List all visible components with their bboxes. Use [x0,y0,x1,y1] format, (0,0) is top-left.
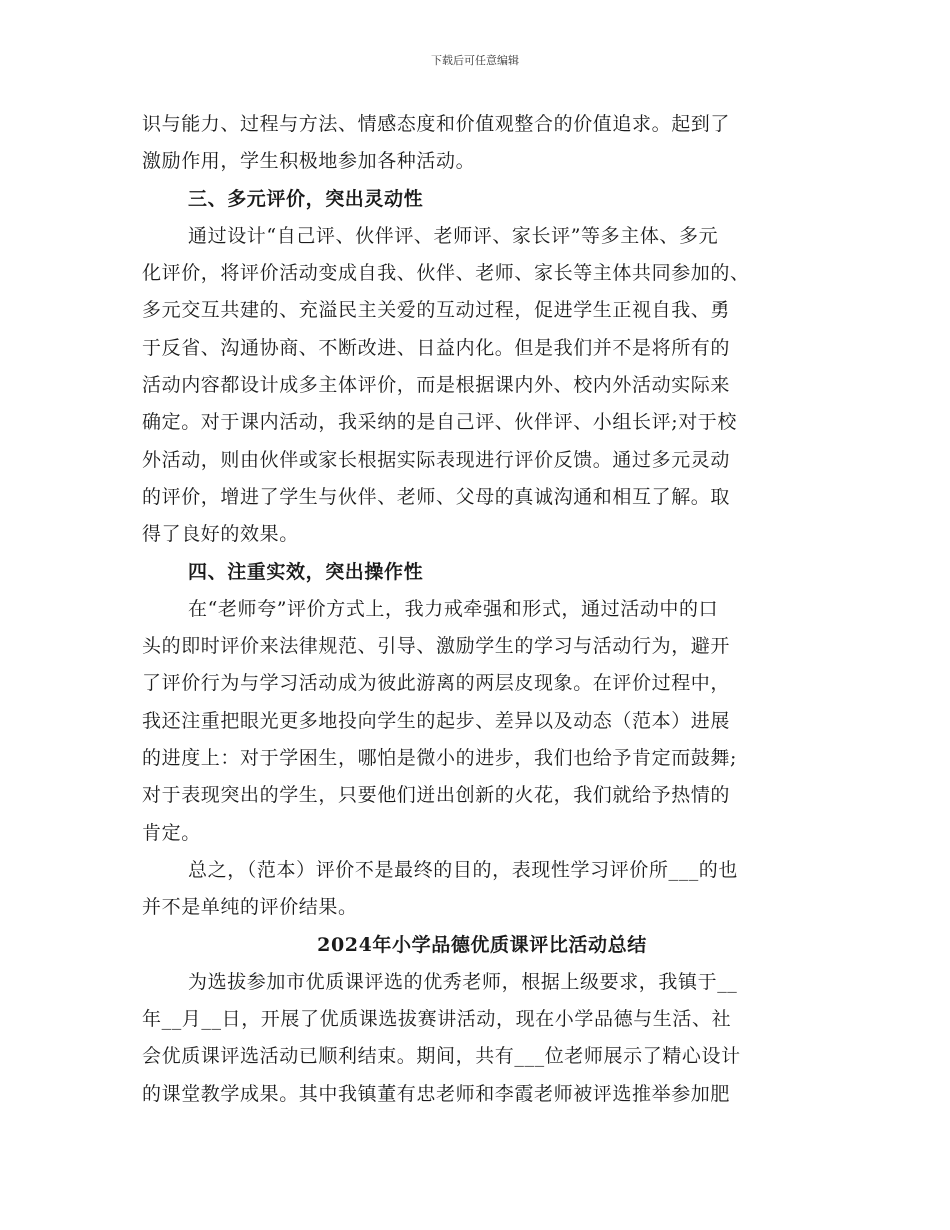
body-line: 确定。对于课内活动，我采纳的是自己评、伙伴评、小组长评;对于校 [142,411,738,434]
body-line: 识与能力、过程与方法、情感态度和价值观整合的价值追求。起到了 [142,113,731,135]
article-title: 2024年小学品德优质课评比活动总结 [317,933,647,956]
body-line: 了评价行为与学习活动成为彼此游离的两层皮现象。在评价过程中， [142,672,731,695]
section-heading: 四、注重实效，突出操作性 [188,560,424,583]
body-line: 年__月__日，开展了优质课选拔赛讲活动，现在小学品德与生活、社 [142,1008,732,1031]
body-line: 对于表现突出的学生，只要他们迸出创新的火花，我们就给予热情的 [142,784,731,807]
body-line: 头的即时评价来法律规范、引导、激励学生的学习与活动行为，避开 [142,635,731,658]
document-body [142,106,822,1113]
body-line: 为选拔参加市优质课评选的优秀老师，根据上级要求，我镇于__ [188,970,738,993]
body-line: 化评价，将评价活动变成自我、伙伴、老师、家长等主体共同参加的、 [142,262,750,285]
body-line: 多元交互共建的、充溢民主关爱的互动过程，促进学生正视自我、勇 [142,299,731,322]
body-line: 会优质课评选活动已顺利结束。期间，共有___位老师展示了精心设计 [142,1045,741,1068]
body-line: 我还注重把眼光更多地投向学生的起步、差异以及动态（范本）进展 [142,709,731,732]
body-line: 的进度上：对于学困生，哪怕是微小的进步，我们也给予肯定而鼓舞; [142,747,738,770]
body-line: 肯定。 [142,821,201,844]
section-heading: 三、多元评价，突出灵动性 [188,187,424,210]
body-line: 得了良好的效果。 [142,523,299,546]
page-header-note: 下载后可任意编辑 [431,54,519,67]
body-line: 的评价，增进了学生与伙伴、老师、父母的真诚沟通和相互了解。取 [142,485,731,508]
body-line: 活动内容都设计成多主体评价，而是根据课内外、校内外活动实际来 [142,374,731,397]
body-line: 总之，（范本）评价不是最终的目的，表现性学习评价所___的也 [188,858,739,881]
body-line: 激励作用，学生积极地参加各种活动。 [142,150,476,173]
body-line: 于反省、沟通协商、不断改进、日益内化。但是我们并不是将所有的 [142,336,731,359]
body-line: 在“老师夸”评价方式上，我力戒牵强和形式，通过活动中的口 [188,597,719,620]
body-line: 外活动，则由伙伴或家长根据实际表现进行评价反馈。通过多元灵动 [142,448,731,471]
body-line: 的课堂教学成果。其中我镇董有忠老师和李霞老师被评选推举参加肥 [142,1082,731,1105]
body-line: 并不是单纯的评价结果。 [142,896,358,919]
body-line: 通过设计“自己评、伙伴评、老师评、家长评”等多主体、多元 [188,224,719,247]
